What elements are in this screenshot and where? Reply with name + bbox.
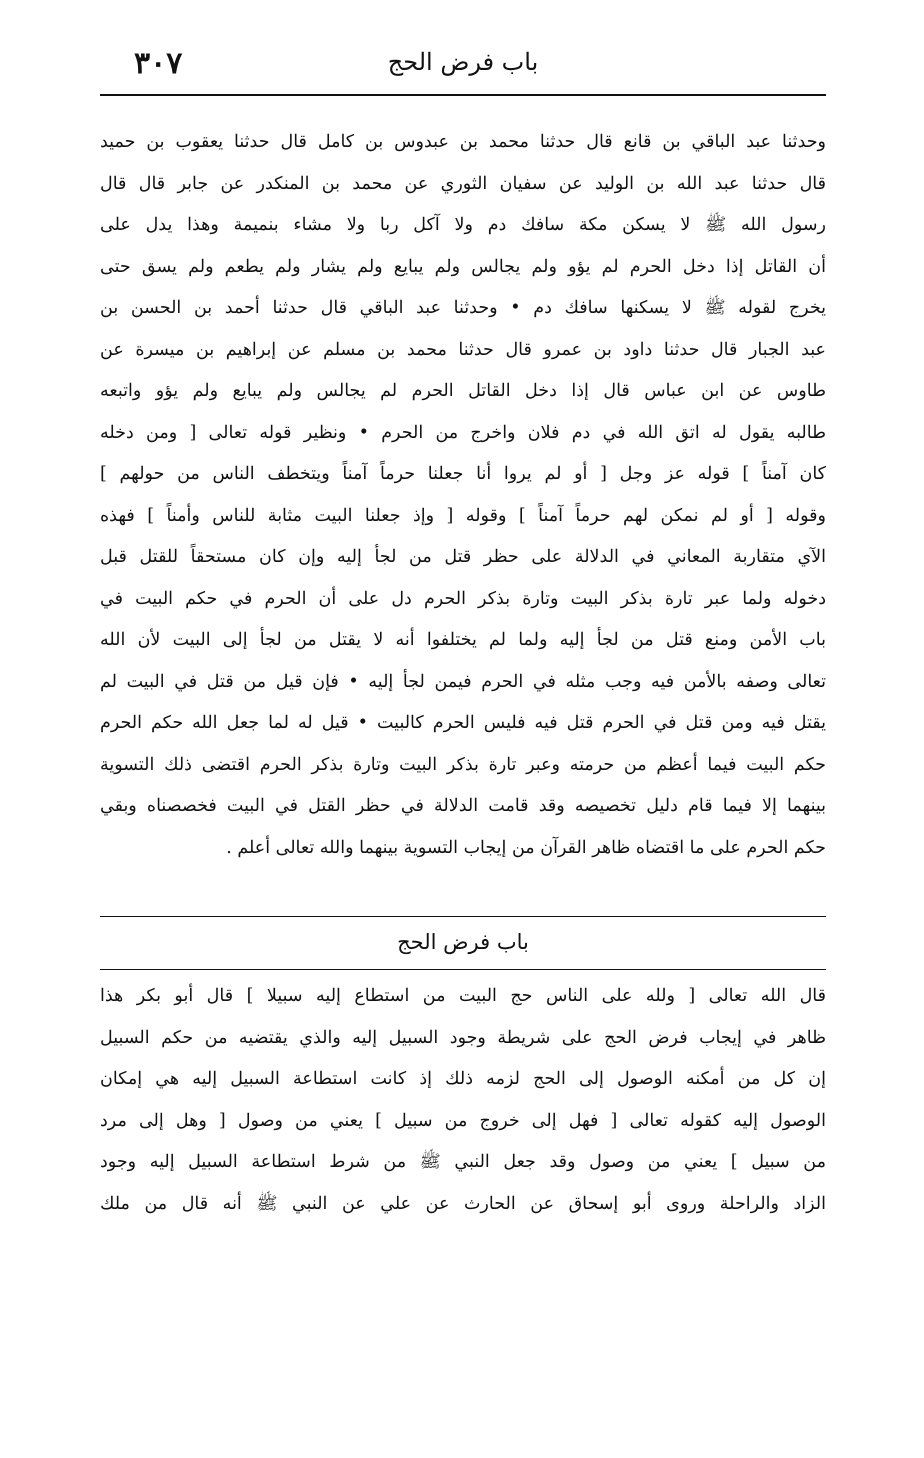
section-divider — [100, 916, 826, 917]
text-line: يخرج لقوله ﷺ لا يسكنها سافك دم • وحدثنا عبد الباقي قال حدثنا أحمد بن الحسن بن — [100, 298, 826, 318]
text-line: الزاد والراحلة وروى أبو إسحاق عن الحارث عن علي عن النبي ﷺ أنه قال من ملك — [100, 1193, 826, 1214]
text-line: وقوله [ أو لم نمكن لهم حرماً آمناً ] وقوله [ وإذ جعلنا البيت مثابة للناس وأمناً ] فهذه — [100, 505, 826, 526]
text-line: الآي متقاربة المعاني في الدلالة على حظر قتل من لجأ إليه وإن كان مستحقاً للقتل قبل — [100, 547, 826, 567]
text-line: عبد الجبار قال حدثنا داود بن عمرو قال حدثنا محمد بن مسلم عن إبراهيم بن ميسرة عن — [100, 339, 826, 360]
text-line: رسول الله ﷺ لا يسكن مكة سافك دم ولا آكل ربا ولا مشاء بنميمة وهذا يدل على — [100, 215, 826, 235]
page-number: ٣٠٧ — [134, 46, 183, 81]
paragraph-two — [100, 976, 826, 1225]
text-line: من سبيل ] يعني من وصول وقد جعل النبي ﷺ من شرط استطاعة السبيل إليه وجود — [100, 1152, 826, 1172]
text-line: كان آمناً ] قوله عز وجل [ أو لم يروا أنا جعلنا حرماً آمناً ويتخطف الناس من حولهم ] — [100, 464, 826, 484]
text-line: باب الأمن ومنع قتل من لجأ إليه ولما لم يختلفوا أنه لا يقتل من لجأ إلى البيت لأن الله — [100, 630, 826, 650]
header-rule — [100, 94, 826, 96]
text-line: قال الله تعالى [ ولله على الناس حج البيت من استطاع إليه سبيلا ] قال أبو بكر هذا — [100, 986, 826, 1006]
paragraph-one — [100, 122, 826, 869]
section-title-rule — [100, 969, 826, 970]
text-line: الوصول إليه كقوله تعالى [ فهل إلى خروج من سبيل ] يعني من وصول [ وهل إلى مرد — [100, 1110, 826, 1131]
text-line: طاوس عن ابن عباس قال إذا دخل القاتل الحرم لم يجالس ولم يبايع ولم يؤو واتبعه — [100, 381, 826, 401]
text-line: وحدثنا عبد الباقي بن قانع قال حدثنا محمد بن عبدوس بن كامل قال حدثنا يعقوب بن حميد — [100, 132, 826, 152]
text-line: ظاهر في إيجاب فرض الحج على شريطة وجود السبيل إليه والذي يقتضيه من حكم السبيل — [100, 1027, 826, 1048]
running-title: باب فرض الحج — [387, 48, 539, 76]
text-line: إن كل من أمكنه الوصول إلى الحج لزمه ذلك إذ كانت استطاعة السبيل إليه هي إمكان — [100, 1069, 826, 1089]
section-title: باب فرض الحج — [397, 930, 529, 954]
text-line: دخوله ولما عبر تارة بذكر البيت وتارة بذكر الحرم دل على أن الحرم في حكم البيت في — [100, 588, 826, 609]
text-line: حكم الحرم على ما اقتضاه ظاهر القرآن من إيجاب التسوية بينهما والله تعالى أعلم . — [226, 837, 826, 858]
text-line: تعالى وصفه بالأمن فيه وجب مثله في الحرم فيمن لجأ إليه • فإن قيل من قتل في البيت لم — [100, 671, 826, 692]
text-line: يقتل فيه ومن قتل في الحرم قتل فيه فليس الحرم كالبيت • قيل له لما جعل الله حكم الحرم — [100, 713, 826, 733]
page-header — [100, 40, 826, 92]
text-line: طالبه يقول له اتق الله في دم فلان واخرج من الحرم • ونظير قوله تعالى [ ومن دخله — [100, 422, 826, 443]
text-line: بينهما إلا فيما قام دليل تخصيصه وقد قامت الدلالة في حظر القتل في البيت فخصصناه وبقي — [100, 796, 826, 816]
text-line: قال حدثنا عبد الله بن الوليد عن سفيان الثوري عن محمد بن المنكدر عن جابر قال قال — [100, 173, 826, 194]
text-line: أن القاتل إذا دخل الحرم لم يؤو ولم يجالس ولم يبايع ولم يشار ولم يطعم ولم يسق حتى — [100, 256, 826, 277]
text-line: حكم البيت فيما أعظم من حرمته وعبر تارة بذكر البيت وتارة بذكر الحرم اقتضى ذلك التسوية — [100, 754, 826, 775]
